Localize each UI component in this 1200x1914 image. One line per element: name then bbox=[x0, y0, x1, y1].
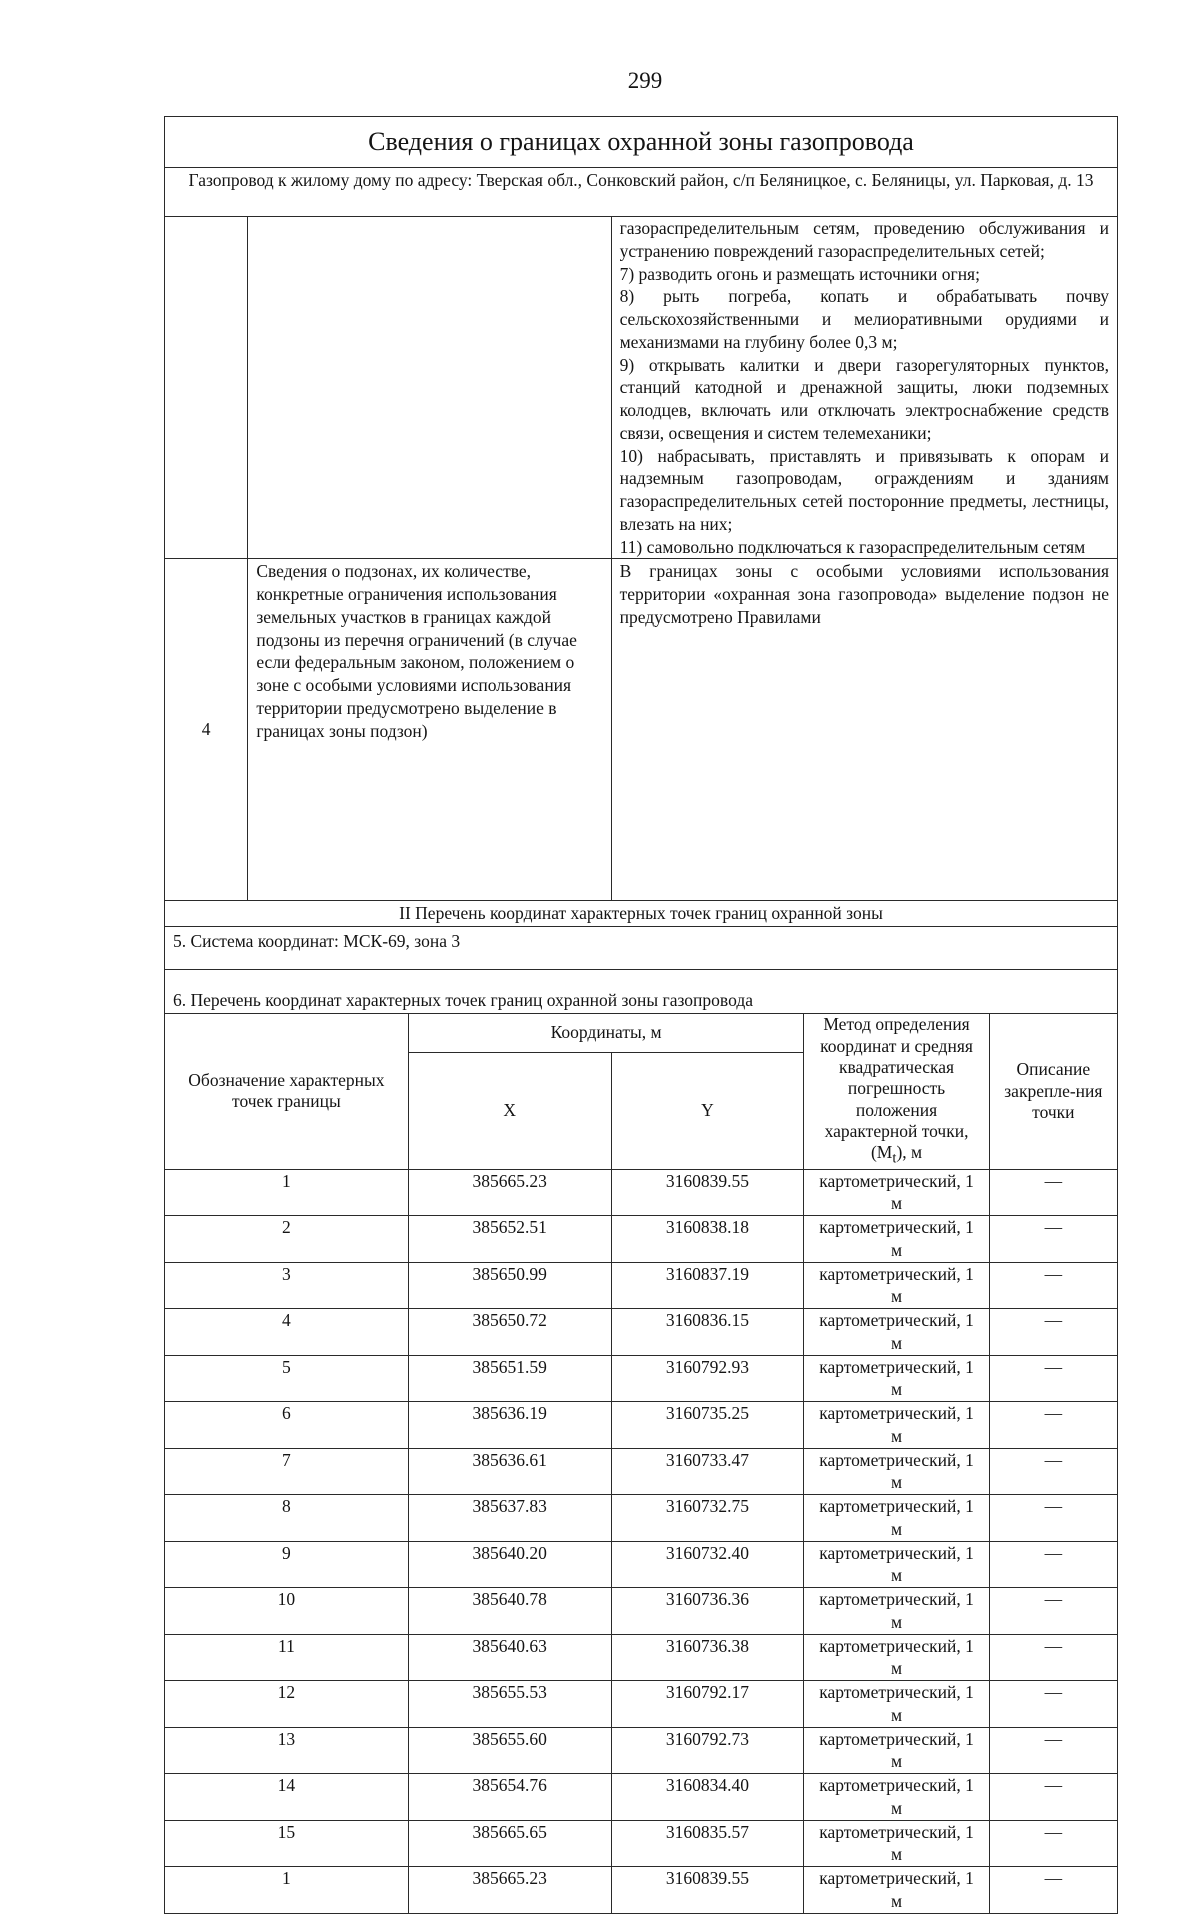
point-number: 1 bbox=[165, 1867, 409, 1914]
point-x: 385637.83 bbox=[408, 1495, 611, 1542]
point-description: — bbox=[989, 1634, 1117, 1681]
table-row bbox=[165, 1820, 1118, 1867]
table-row bbox=[165, 1681, 1118, 1728]
point-x: 385640.63 bbox=[408, 1634, 611, 1681]
point-description: — bbox=[989, 1262, 1117, 1309]
point-description: — bbox=[989, 1448, 1117, 1495]
point-method: картометрический, 1 м bbox=[804, 1309, 989, 1356]
point-number: 15 bbox=[165, 1820, 409, 1867]
point-y: 3160792.73 bbox=[611, 1727, 804, 1774]
point-number: 8 bbox=[165, 1495, 409, 1542]
point-x: 385636.61 bbox=[408, 1448, 611, 1495]
point-y: 3160836.15 bbox=[611, 1309, 804, 1356]
point-y: 3160736.36 bbox=[611, 1588, 804, 1635]
point-x: 385665.23 bbox=[408, 1169, 611, 1216]
table-row bbox=[165, 1355, 1118, 1402]
point-y: 3160792.93 bbox=[611, 1355, 804, 1402]
method-header-subscript: t bbox=[892, 1150, 897, 1167]
point-description: — bbox=[989, 1216, 1117, 1263]
method-header-text: Метод определения координат и средняя квадратическая погрешность положения характерной точки, (M bbox=[820, 1014, 973, 1163]
table-row bbox=[165, 1727, 1118, 1774]
point-method: картометрический, 1 м bbox=[804, 1216, 989, 1263]
point-description: — bbox=[989, 1309, 1117, 1356]
restriction-paragraph: 8) рыть погреба, копать и обрабатывать почву сельскохозяйственными и мелиоративными орудиями и механизмами на глубину более 0,3 м; bbox=[619, 286, 1109, 352]
points-list-title: 6. Перечень координат характерных точек границ охранной зоны газопровода bbox=[165, 970, 1118, 1014]
table-row bbox=[165, 1634, 1118, 1681]
point-number: 1 bbox=[165, 1169, 409, 1216]
point-description: — bbox=[989, 1169, 1117, 1216]
point-description: — bbox=[989, 1820, 1117, 1867]
subzones-label: Сведения о подзонах, их количестве, конкретные ограничения использования земельных участков в границах каждой подзоны из перечня ограничений (в случае если федеральным законом, положением о зоне с особыми условиями использования территории предусмотрено выделение в границах зоны подзон) bbox=[248, 559, 611, 901]
point-y: 3160834.40 bbox=[611, 1774, 804, 1821]
point-description: — bbox=[989, 1588, 1117, 1635]
point-y: 3160839.55 bbox=[611, 1169, 804, 1216]
table-row bbox=[165, 1867, 1118, 1914]
point-y: 3160736.38 bbox=[611, 1634, 804, 1681]
point-y: 3160838.18 bbox=[611, 1216, 804, 1263]
point-method: картометрический, 1 м bbox=[804, 1355, 989, 1402]
point-y: 3160732.75 bbox=[611, 1495, 804, 1542]
point-x: 385652.51 bbox=[408, 1216, 611, 1263]
designation-header: Обозначение характерных точек границы bbox=[165, 1014, 409, 1169]
point-method: картометрический, 1 м bbox=[804, 1774, 989, 1821]
point-number: 10 bbox=[165, 1588, 409, 1635]
point-y: 3160792.17 bbox=[611, 1681, 804, 1728]
restriction-paragraph: 11) самовольно подключаться к газораспределительным сетям bbox=[619, 536, 1086, 557]
point-number: 7 bbox=[165, 1448, 409, 1495]
restriction-paragraph: газораспределительным сетям, проведению обслуживания и устранению повреждений газораспределительных сетей; bbox=[619, 218, 1109, 261]
point-method: картометрический, 1 м bbox=[804, 1588, 989, 1635]
point-x: 385655.60 bbox=[408, 1727, 611, 1774]
point-y: 3160732.40 bbox=[611, 1541, 804, 1588]
point-description: — bbox=[989, 1867, 1117, 1914]
point-method: картометрический, 1 м bbox=[804, 1402, 989, 1449]
table-row bbox=[165, 1216, 1118, 1263]
point-description: — bbox=[989, 1727, 1117, 1774]
table-row bbox=[165, 1588, 1118, 1635]
table-row bbox=[165, 1402, 1118, 1449]
subzones-text: В границах зоны с особыми условиями использования территории «охранная зона газопровода» выделение подзон не предусмотрено Правилами bbox=[611, 559, 1117, 901]
point-description: — bbox=[989, 1774, 1117, 1821]
table-row bbox=[165, 1774, 1118, 1821]
row-number: 4 bbox=[165, 559, 248, 901]
point-y: 3160735.25 bbox=[611, 1402, 804, 1449]
point-x: 385650.72 bbox=[408, 1309, 611, 1356]
method-header-unit: ), м bbox=[896, 1142, 923, 1163]
point-x: 385651.59 bbox=[408, 1355, 611, 1402]
restrictions-continuation bbox=[611, 217, 1117, 559]
coordinate-system: 5. Система координат: МСК-69, зона 3 bbox=[165, 927, 1118, 970]
point-x: 385654.76 bbox=[408, 1774, 611, 1821]
method-header bbox=[804, 1014, 989, 1169]
point-number: 13 bbox=[165, 1727, 409, 1774]
point-method: картометрический, 1 м bbox=[804, 1169, 989, 1216]
point-y: 3160733.47 bbox=[611, 1448, 804, 1495]
point-x: 385650.99 bbox=[408, 1262, 611, 1309]
point-method: картометрический, 1 м bbox=[804, 1448, 989, 1495]
point-method: картометрический, 1 м bbox=[804, 1262, 989, 1309]
point-number: 11 bbox=[165, 1634, 409, 1681]
point-x: 385665.65 bbox=[408, 1820, 611, 1867]
point-y: 3160837.19 bbox=[611, 1262, 804, 1309]
point-description: — bbox=[989, 1402, 1117, 1449]
coordinates-header: Координаты, м bbox=[408, 1014, 804, 1053]
point-x: 385665.23 bbox=[408, 1867, 611, 1914]
y-header: Y bbox=[611, 1053, 804, 1170]
point-number: 6 bbox=[165, 1402, 409, 1449]
point-number: 3 bbox=[165, 1262, 409, 1309]
continuation-number-cell bbox=[165, 217, 248, 559]
zone-boundaries-table bbox=[164, 116, 1118, 1914]
point-method: картометрический, 1 м bbox=[804, 1634, 989, 1681]
point-number: 9 bbox=[165, 1541, 409, 1588]
table-row bbox=[165, 1262, 1118, 1309]
point-method: картометрический, 1 м bbox=[804, 1541, 989, 1588]
section-2-title: II Перечень координат характерных точек границ охранной зоны bbox=[165, 901, 1118, 927]
point-description: — bbox=[989, 1355, 1117, 1402]
point-method: картометрический, 1 м bbox=[804, 1727, 989, 1774]
table-row bbox=[165, 1448, 1118, 1495]
point-number: 2 bbox=[165, 1216, 409, 1263]
point-number: 12 bbox=[165, 1681, 409, 1728]
document-subtitle: Газопровод к жилому дому по адресу: Тверская обл., Сонковский район, с/п Беляницкое, с. Беляницы, ул. Парковая, д. 13 bbox=[165, 168, 1118, 217]
continuation-label-cell bbox=[248, 217, 611, 559]
description-header: Описание закрепле-ния точки bbox=[989, 1014, 1117, 1169]
point-method: картометрический, 1 м bbox=[804, 1867, 989, 1914]
point-method: картометрический, 1 м bbox=[804, 1495, 989, 1542]
point-number: 4 bbox=[165, 1309, 409, 1356]
point-method: картометрический, 1 м bbox=[804, 1820, 989, 1867]
point-description: — bbox=[989, 1541, 1117, 1588]
restriction-paragraph: 7) разводить огонь и размещать источники огня; bbox=[619, 263, 980, 284]
page-number: 299 bbox=[627, 68, 663, 93]
point-method: картометрический, 1 м bbox=[804, 1681, 989, 1728]
restriction-paragraph: 10) набрасывать, приставлять и привязывать к опорам и надземным газопроводам, ограждениям и зданиям газораспределительных сетей посторонние предметы, лестницы, влезать на них; bbox=[619, 445, 1109, 534]
point-x: 385640.20 bbox=[408, 1541, 611, 1588]
x-header: X bbox=[408, 1053, 611, 1170]
point-y: 3160835.57 bbox=[611, 1820, 804, 1867]
point-description: — bbox=[989, 1495, 1117, 1542]
table-row bbox=[165, 1495, 1118, 1542]
table-row bbox=[165, 1309, 1118, 1356]
restriction-paragraph: 9) открывать калитки и двери газорегуляторных пунктов, станций катодной и дренажной защиты, люки подземных колодцев, включать или отключать электроснабжение средств связи, освещения и систем телемеханики; bbox=[619, 354, 1109, 443]
point-y: 3160839.55 bbox=[611, 1867, 804, 1914]
document-title: Сведения о границах охранной зоны газопровода bbox=[165, 117, 1118, 168]
point-number: 14 bbox=[165, 1774, 409, 1821]
point-x: 385655.53 bbox=[408, 1681, 611, 1728]
table-row bbox=[165, 1169, 1118, 1216]
point-description: — bbox=[989, 1681, 1117, 1728]
point-x: 385640.78 bbox=[408, 1588, 611, 1635]
point-x: 385636.19 bbox=[408, 1402, 611, 1449]
point-number: 5 bbox=[165, 1355, 409, 1402]
table-row bbox=[165, 1541, 1118, 1588]
